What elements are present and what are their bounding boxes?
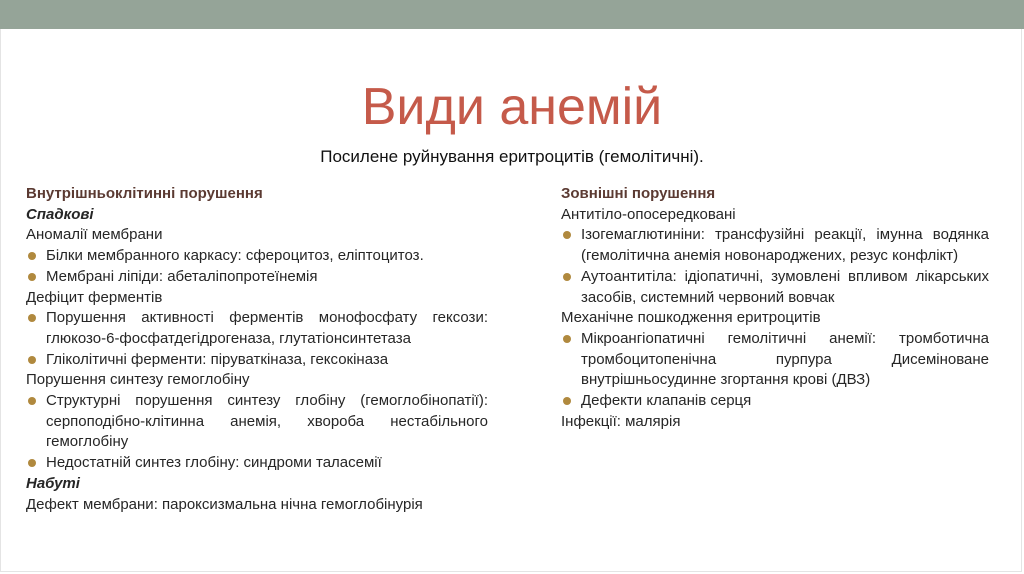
list-item-text: Гліколітичні ферменти: піруваткіназа, гексокіназа <box>46 350 389 368</box>
list-item <box>26 246 488 267</box>
list-item-text: Мікроангіопатичні гемолітичні анемії: тромботична тромбоцитопенічна пурпура Дисеміноване внутрішньосудинне згортання крові (ДВЗ) <box>581 329 989 389</box>
list-item <box>26 453 488 474</box>
list-item <box>26 391 488 453</box>
bullet-icon <box>28 397 36 405</box>
list-item <box>26 267 488 288</box>
right-heading: Зовнішні порушення <box>561 185 716 202</box>
slide-title: Види анемій <box>361 78 663 136</box>
bullet-icon <box>28 314 36 322</box>
mechanical-label: Механічне пошкодження еритроцитів <box>561 309 821 327</box>
list-item <box>561 267 989 308</box>
bullet-icon <box>28 273 36 281</box>
membrane-anomalies-label: Аномалії мембрани <box>26 226 163 244</box>
hereditary-label: Спадкові <box>26 205 94 223</box>
list-item-text: Ізогемаглютиніни: трансфузійні реакції, імунна водянка (гемолітична анемія новонароджених, резус конфлікт) <box>581 226 989 265</box>
list-item <box>26 308 488 349</box>
right-column <box>561 184 989 432</box>
bullet-icon <box>28 459 36 467</box>
list-item-text: Білки мембранного каркасу: сфероцитоз, еліптоцитоз. <box>46 247 424 265</box>
list-item <box>561 391 989 412</box>
hb-synthesis-label: Порушення синтезу гемоглобіну <box>26 371 250 389</box>
bullet-icon <box>28 356 36 364</box>
top-bar <box>0 0 1024 29</box>
list-item <box>26 350 488 371</box>
enzyme-deficit-label: Дефіцит ферментів <box>26 288 163 306</box>
list-item <box>561 225 989 266</box>
list-item-text: Порушення активності ферментів монофосфату гексози: глюкозо-6-фосфатдегідрогеназа, глутатіонсинтетаза <box>46 309 488 347</box>
list-item-text: Мембрані ліпіди: абеталіпопротеїнемія <box>46 267 318 285</box>
list-item-text: Недостатній синтез глобіну: синдроми таласемії <box>46 454 382 472</box>
antibody-label: Антитіло-опосередковані <box>561 205 736 223</box>
membrane-defect-text: Дефект мембрани: пароксизмальна нічна гемоглобінурія <box>26 495 423 513</box>
bullet-icon <box>563 397 571 405</box>
list-item-text: Структурні порушення синтезу глобіну (гемоглобінопатії): серпоподібно-клітинна анемія, хвороба нестабільного гемоглобіну <box>46 392 488 451</box>
list-item <box>561 329 989 391</box>
acquired-label: Набуті <box>26 474 80 492</box>
slide-subtitle: Посилене руйнування еритроцитів (гемолітичні). <box>320 147 704 166</box>
left-heading: Внутрішньоклітинні порушення <box>26 185 263 202</box>
list-item-text: Дефекти клапанів серця <box>581 392 752 410</box>
bullet-icon <box>563 335 571 343</box>
bullet-icon <box>563 273 571 281</box>
list-item-text: Аутоантитіла: ідіопатичні, зумовлені впливом лікарських засобів, системний червоний вовчак <box>581 267 989 306</box>
bullet-icon <box>28 252 36 260</box>
left-column <box>26 184 488 515</box>
bullet-icon <box>563 231 571 239</box>
infections-text: Інфекції: малярія <box>561 412 681 430</box>
